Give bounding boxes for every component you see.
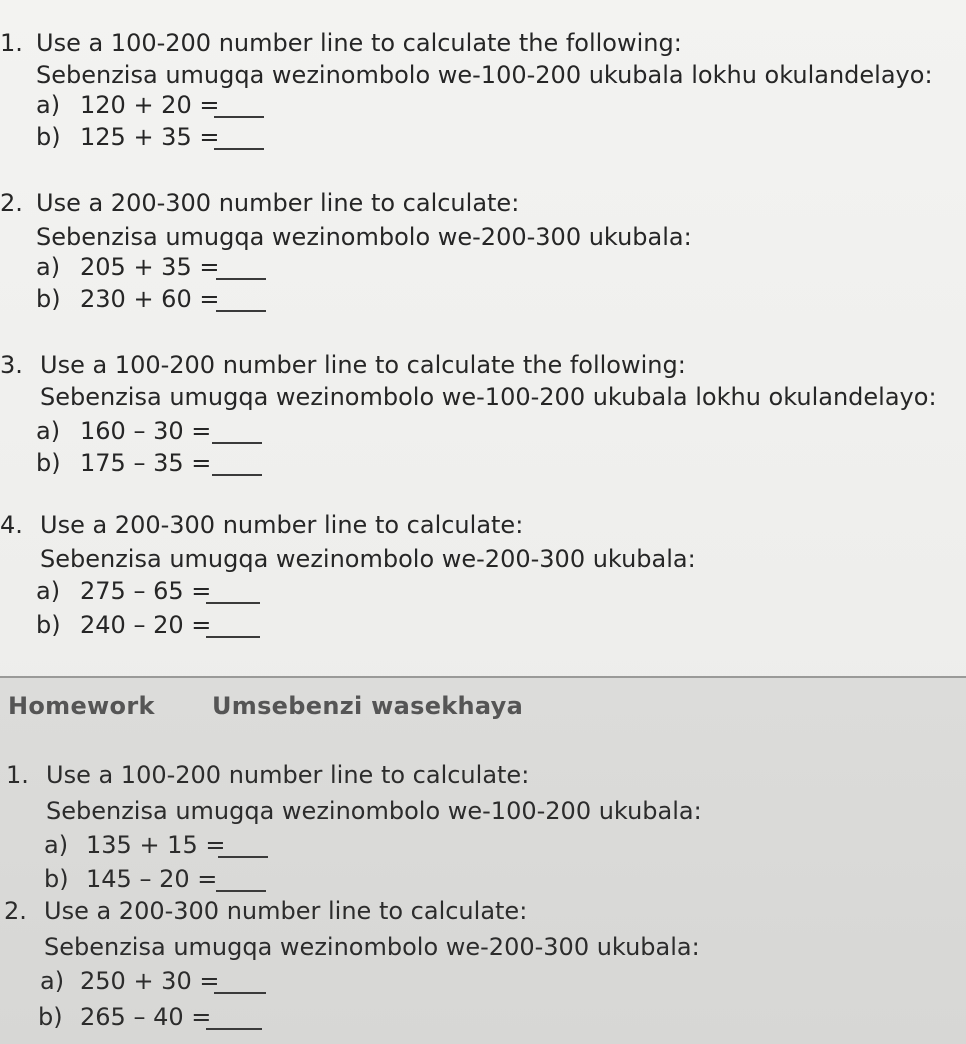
question-number: 2. bbox=[0, 189, 23, 217]
instruction-ndebele: Sebenzisa umugqa wezinombolo we-200-300 ukubala: bbox=[44, 933, 700, 961]
item-label: b) bbox=[36, 123, 61, 151]
instruction-english: Use a 200-300 number line to calculate: bbox=[40, 511, 524, 539]
item-label: b) bbox=[36, 449, 61, 477]
instruction-ndebele: Sebenzisa umugqa wezinombolo we-100-200 ukubala lokhu okulandelayo: bbox=[40, 383, 937, 411]
instruction-english: Use a 100-200 number line to calculate the following: bbox=[40, 351, 686, 379]
item-label: a) bbox=[36, 417, 61, 445]
homework-section bbox=[0, 676, 966, 1044]
item-expression: 250 + 30 = bbox=[80, 967, 220, 995]
question-number: 1. bbox=[6, 761, 29, 789]
answer-blank[interactable] bbox=[216, 310, 266, 312]
instruction-english: Use a 200-300 number line to calculate: bbox=[36, 189, 520, 217]
item-label: a) bbox=[36, 577, 61, 605]
item-label: a) bbox=[40, 967, 65, 995]
item-label: b) bbox=[44, 865, 69, 893]
question-number: 2. bbox=[4, 897, 27, 925]
item-expression: 175 – 35 = bbox=[80, 449, 212, 477]
instruction-ndebele: Sebenzisa umugqa wezinombolo we-200-300 ukubala: bbox=[36, 223, 692, 251]
item-label: a) bbox=[44, 831, 69, 859]
answer-blank[interactable] bbox=[218, 856, 268, 858]
answer-blank[interactable] bbox=[212, 474, 262, 476]
instruction-ndebele: Sebenzisa umugqa wezinombolo we-100-200 ukubala lokhu okulandelayo: bbox=[36, 61, 933, 89]
answer-blank[interactable] bbox=[214, 116, 264, 118]
question-number: 1. bbox=[0, 29, 23, 57]
question-number: 3. bbox=[0, 351, 23, 379]
homework-title: Homework bbox=[8, 692, 155, 720]
item-label: a) bbox=[36, 253, 61, 281]
item-expression: 120 + 20 = bbox=[80, 91, 220, 119]
item-expression: 135 + 15 = bbox=[86, 831, 226, 859]
item-label: a) bbox=[36, 91, 61, 119]
item-expression: 230 + 60 = bbox=[80, 285, 220, 313]
answer-blank[interactable] bbox=[212, 442, 262, 444]
answer-blank[interactable] bbox=[216, 278, 266, 280]
item-expression: 145 – 20 = bbox=[86, 865, 218, 893]
item-expression: 205 + 35 = bbox=[80, 253, 220, 281]
item-label: b) bbox=[36, 285, 61, 313]
item-label: b) bbox=[38, 1003, 63, 1031]
item-label: b) bbox=[36, 611, 61, 639]
answer-blank[interactable] bbox=[206, 636, 260, 638]
homework-title-ndebele: Umsebenzi wasekhaya bbox=[212, 692, 524, 720]
item-expression: 240 – 20 = bbox=[80, 611, 212, 639]
question-number: 4. bbox=[0, 511, 23, 539]
instruction-english: Use a 100-200 number line to calculate: bbox=[46, 761, 530, 789]
item-expression: 265 – 40 = bbox=[80, 1003, 212, 1031]
instruction-ndebele: Sebenzisa umugqa wezinombolo we-100-200 ukubala: bbox=[46, 797, 702, 825]
item-expression: 125 + 35 = bbox=[80, 123, 220, 151]
answer-blank[interactable] bbox=[216, 890, 266, 892]
instruction-ndebele: Sebenzisa umugqa wezinombolo we-200-300 ukubala: bbox=[40, 545, 696, 573]
instruction-english: Use a 200-300 number line to calculate: bbox=[44, 897, 528, 925]
item-expression: 160 – 30 = bbox=[80, 417, 212, 445]
item-expression: 275 – 65 = bbox=[80, 577, 212, 605]
instruction-english: Use a 100-200 number line to calculate the following: bbox=[36, 29, 682, 57]
answer-blank[interactable] bbox=[214, 148, 264, 150]
answer-blank[interactable] bbox=[206, 1028, 262, 1030]
answer-blank[interactable] bbox=[206, 602, 260, 604]
answer-blank[interactable] bbox=[214, 992, 266, 994]
